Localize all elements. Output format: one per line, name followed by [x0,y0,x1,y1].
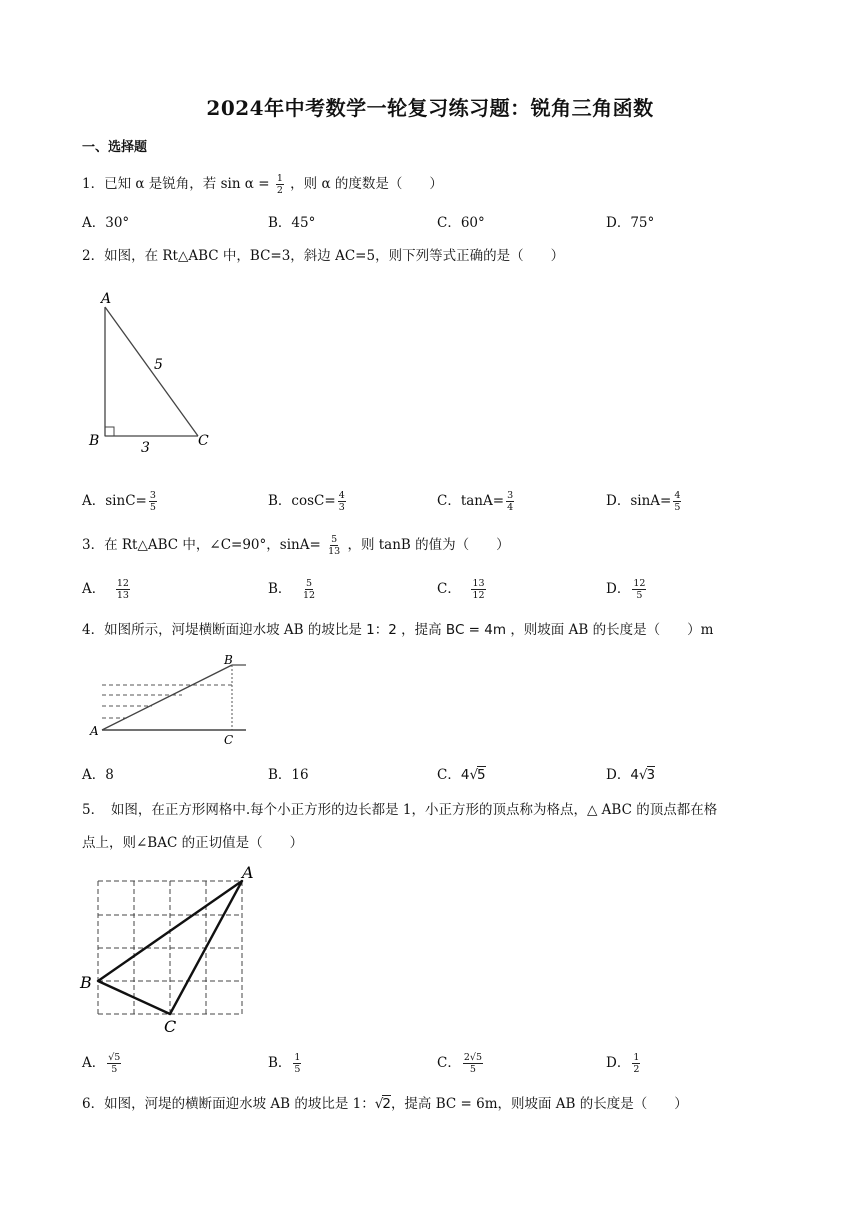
q3-fraction [327,534,341,557]
q2-label-c: C [198,433,209,449]
q6-text-1: 6．如图，河堤的横断面迎水坡 AB 的坡比是 1： [82,1096,375,1112]
q2-option-c-text: C．tanA= [437,493,505,509]
q4-height: BC = 4m [445,622,507,638]
q3-option-b-frac [302,578,316,601]
q1-frac-num: 1 [276,173,283,184]
q4-option-a: A．8 [82,767,114,783]
q3-text-pre: 3．在 Rt△ABC 中，∠C=90°，sinA= [82,537,321,553]
q5-b-den: 5 [294,1064,301,1075]
q2-option-b-frac [338,490,346,513]
q2-label-a: A [101,291,112,307]
q5-option-d-frac [632,1052,640,1075]
q4-option-b: B．16 [268,767,309,783]
q2-option-a-frac [149,490,157,513]
page-title: 2024年中考数学一轮复习练习题：锐角三角函数 [206,96,654,120]
q5-option-a [82,1052,123,1075]
q3-option-a-frac [116,578,130,601]
q2-c-num: 3 [507,490,514,501]
q2-option-d-frac [673,490,681,513]
q6-text-2: ，提高 BC = 6m，则坡面 AB 的长度是（ ） [390,1096,688,1112]
q4-option-c: C．4√5 [437,767,486,783]
q5-label-c: C [164,1017,177,1036]
q2-c-den: 4 [507,502,514,513]
q4-label-a: A [90,724,99,738]
q5-label-b: B [80,973,92,992]
q5-grid-figure [78,862,268,1038]
q3-frac-num: 5 [331,534,338,545]
q3-text-post: ，则 tanB 的值为（ ） [347,537,510,553]
question-4 [82,620,713,640]
q3-option-d [606,578,648,601]
q1-option-a: A．30° [82,215,130,231]
q4-ratio: 1：2 [366,622,397,638]
question-3 [82,534,510,557]
q2-a-num: 3 [149,490,156,501]
q3-option-d-text: D． [606,581,631,597]
q2-option-b-text: B．cosC= [268,493,336,509]
q4-label-b: B [224,653,233,667]
q3-option-d-frac [632,578,646,601]
q4-embankment-figure [82,652,252,748]
q5-a-den: 5 [111,1064,118,1075]
q2-a-den: 5 [149,502,156,513]
q1-option-b: B．45° [268,215,316,231]
q3-option-c [437,578,488,601]
q2-label-b: B [89,433,100,449]
q4-text-2: ，提高 [401,622,442,638]
q1-text-post: ，则 α 的度数是（ ） [290,176,443,192]
q4-option-c-label: C． [437,767,461,783]
q2-d-den: 5 [674,502,681,513]
q5-option-b-frac [293,1052,301,1075]
q5-option-c-frac [463,1052,483,1075]
q5-a-num: √5 [108,1052,121,1063]
q3-option-b-text: B． [268,581,292,597]
q5-option-a-text: A． [82,1055,106,1071]
q2-option-d-text: D．sinA= [606,493,672,509]
q4-label-c: C [224,733,234,747]
q2-label-hyp: 5 [154,357,163,373]
q4-c-radicand: 5 [477,767,486,783]
q6-radicand: 2 [382,1096,391,1112]
q5-option-c [437,1052,485,1075]
q2-option-d [606,490,683,513]
q3-b-den: 12 [303,590,316,601]
q3-option-a [82,578,132,601]
q5-option-d [606,1052,642,1075]
q4-d-coef: 4 [630,767,639,783]
q4-c-coef: 4 [460,767,470,783]
q2-option-a [82,490,159,513]
q1-option-c: C．60° [437,215,485,231]
question-6: 6．如图，河堤的横断面迎水坡 AB 的坡比是 1：√2，提高 BC = 6m，则坡面 AB 的长度是（ ） [82,1096,688,1112]
q3-option-c-text: C． [437,581,461,597]
q5-d-num: 1 [633,1052,640,1063]
q2-b-den: 3 [338,502,345,513]
q5-option-b [268,1052,303,1075]
q2-d-num: 4 [674,490,681,501]
q3-option-b [268,578,318,601]
q5-d-den: 2 [633,1064,640,1075]
q4-d-radicand: 3 [646,767,656,783]
q3-option-a-text: A． [82,581,106,597]
q1-option-d: D．75° [606,215,655,231]
q3-b-num: 5 [306,578,313,589]
q2-label-base: 3 [141,440,150,455]
q2-option-a-text: A．sinC= [82,493,147,509]
q5-option-b-text: B． [268,1055,292,1071]
q3-option-c-frac [471,578,485,601]
q4-text-1: 4．如图所示，河堤横断面迎水坡 AB 的坡比是 [82,622,362,638]
q3-c-num: 13 [472,578,485,589]
q5-c-den: 5 [469,1064,476,1075]
q2-b-num: 4 [338,490,345,501]
q3-d-den: 5 [636,590,643,601]
q5-option-d-text: D． [606,1055,631,1071]
q4-option-d-label: D． [606,767,631,783]
q3-frac-den: 13 [328,546,341,557]
q1-frac-den: 2 [276,185,283,196]
q2-option-b [268,490,348,513]
q2-option-c [437,490,516,513]
q5-b-num: 1 [294,1052,301,1063]
question-1 [82,173,443,196]
q4-text-3: ，则坡面 AB 的长度是（ ）m [510,622,714,638]
q5-option-a-frac [107,1052,121,1075]
question-5-line-1: 5． 如图，在正方形网格中.每个小正方形的边长都是 1，小正方形的顶点称为格点，△ ABC 的顶点都在格 [82,802,718,818]
q1-fraction [276,173,284,196]
q1-text-pre: 1．已知 α 是锐角，若 sin α = [82,176,270,192]
section-heading: 一、选择题 [82,140,148,155]
q3-a-num: 12 [116,578,129,589]
q3-d-num: 12 [633,578,646,589]
q2-triangle-figure [80,285,230,455]
question-5-line-2: 点上，则∠BAC 的正切值是（ ） [82,835,304,851]
question-2: 2．如图，在 Rt△ABC 中，BC=3，斜边 AC=5，则下列等式正确的是（ ） [82,248,565,264]
q3-a-den: 13 [116,590,129,601]
q5-c-num: 2√5 [463,1052,482,1063]
q2-option-c-frac [506,490,514,513]
q4-option-d: D．4√3 [606,767,656,783]
q5-option-c-text: C． [437,1055,461,1071]
q3-c-den: 12 [472,590,485,601]
q5-label-a: A [242,863,254,882]
